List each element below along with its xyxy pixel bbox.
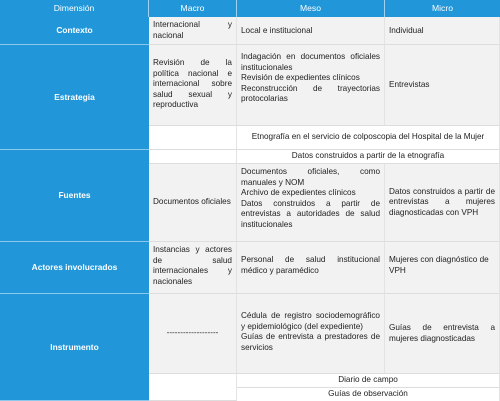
contexto-micro: Individual (385, 17, 500, 45)
fuentes-micro: Datos construidos a partir de entrevistas a mujeres diagnosticadas con VPH (385, 164, 500, 242)
row-label-instrumento: Instrumento (0, 294, 149, 401)
actores-meso: Personal de salud institucional médico y paramédico (237, 242, 385, 294)
fuentes-macro: Documentos oficiales (149, 164, 237, 242)
row-label-contexto: Contexto (0, 17, 149, 45)
row-label-fuentes: Fuentes (0, 150, 149, 242)
estrategia-span: Etnografía en el servicio de colposcopia del Hospital de la Mujer (237, 126, 500, 150)
estrategia-meso: Indagación en documentos oficiales institucionales Revisión de expedientes clínicos Reconstrucción de trayectorias protocolarias (237, 45, 385, 126)
instrumento-micro: Guías de entrevista a mujeres diagnosticadas (385, 294, 500, 374)
instrumento-span-diario: Diario de campo (237, 374, 500, 388)
instrumento-macro-blank (149, 374, 237, 401)
row-label-estrategia: Estrategia (0, 45, 149, 150)
estrategia-micro: Entrevistas (385, 45, 500, 126)
actores-macro: Instancias y actores de salud internacionales y nacionales (149, 242, 237, 294)
instrumento-span-guias: Guías de observación (237, 388, 500, 401)
instrumento-meso: Cédula de registro sociodemográfico y epidemiológico (del expediente) Guías de entrevista a prestadores de servicios (237, 294, 385, 374)
estrategia-macro-blank (149, 126, 237, 150)
instrumento-macro: ------------------- (149, 294, 237, 374)
contexto-macro: Internacional y nacional (149, 17, 237, 45)
actores-micro: Mujeres con diagnóstico de VPH (385, 242, 500, 294)
fuentes-macro-blank (149, 150, 237, 164)
fuentes-meso: Documentos oficiales, como manuales y NOM Archivo de expedientes clínicos Datos construidos a partir de entrevistas a autoridades de salud institucionales (237, 164, 385, 242)
header-dimension: Dimensión (0, 0, 149, 17)
fuentes-span: Datos construidos a partir de la etnografía (237, 150, 500, 164)
row-label-actores: Actores involucrados (0, 242, 149, 294)
header-micro: Micro (385, 0, 500, 17)
estrategia-macro: Revisión de la política nacional e internacional sobre salud sexual y reproductiva (149, 45, 237, 126)
header-macro: Macro (149, 0, 237, 17)
header-meso: Meso (237, 0, 385, 17)
contexto-meso: Local e institucional (237, 17, 385, 45)
